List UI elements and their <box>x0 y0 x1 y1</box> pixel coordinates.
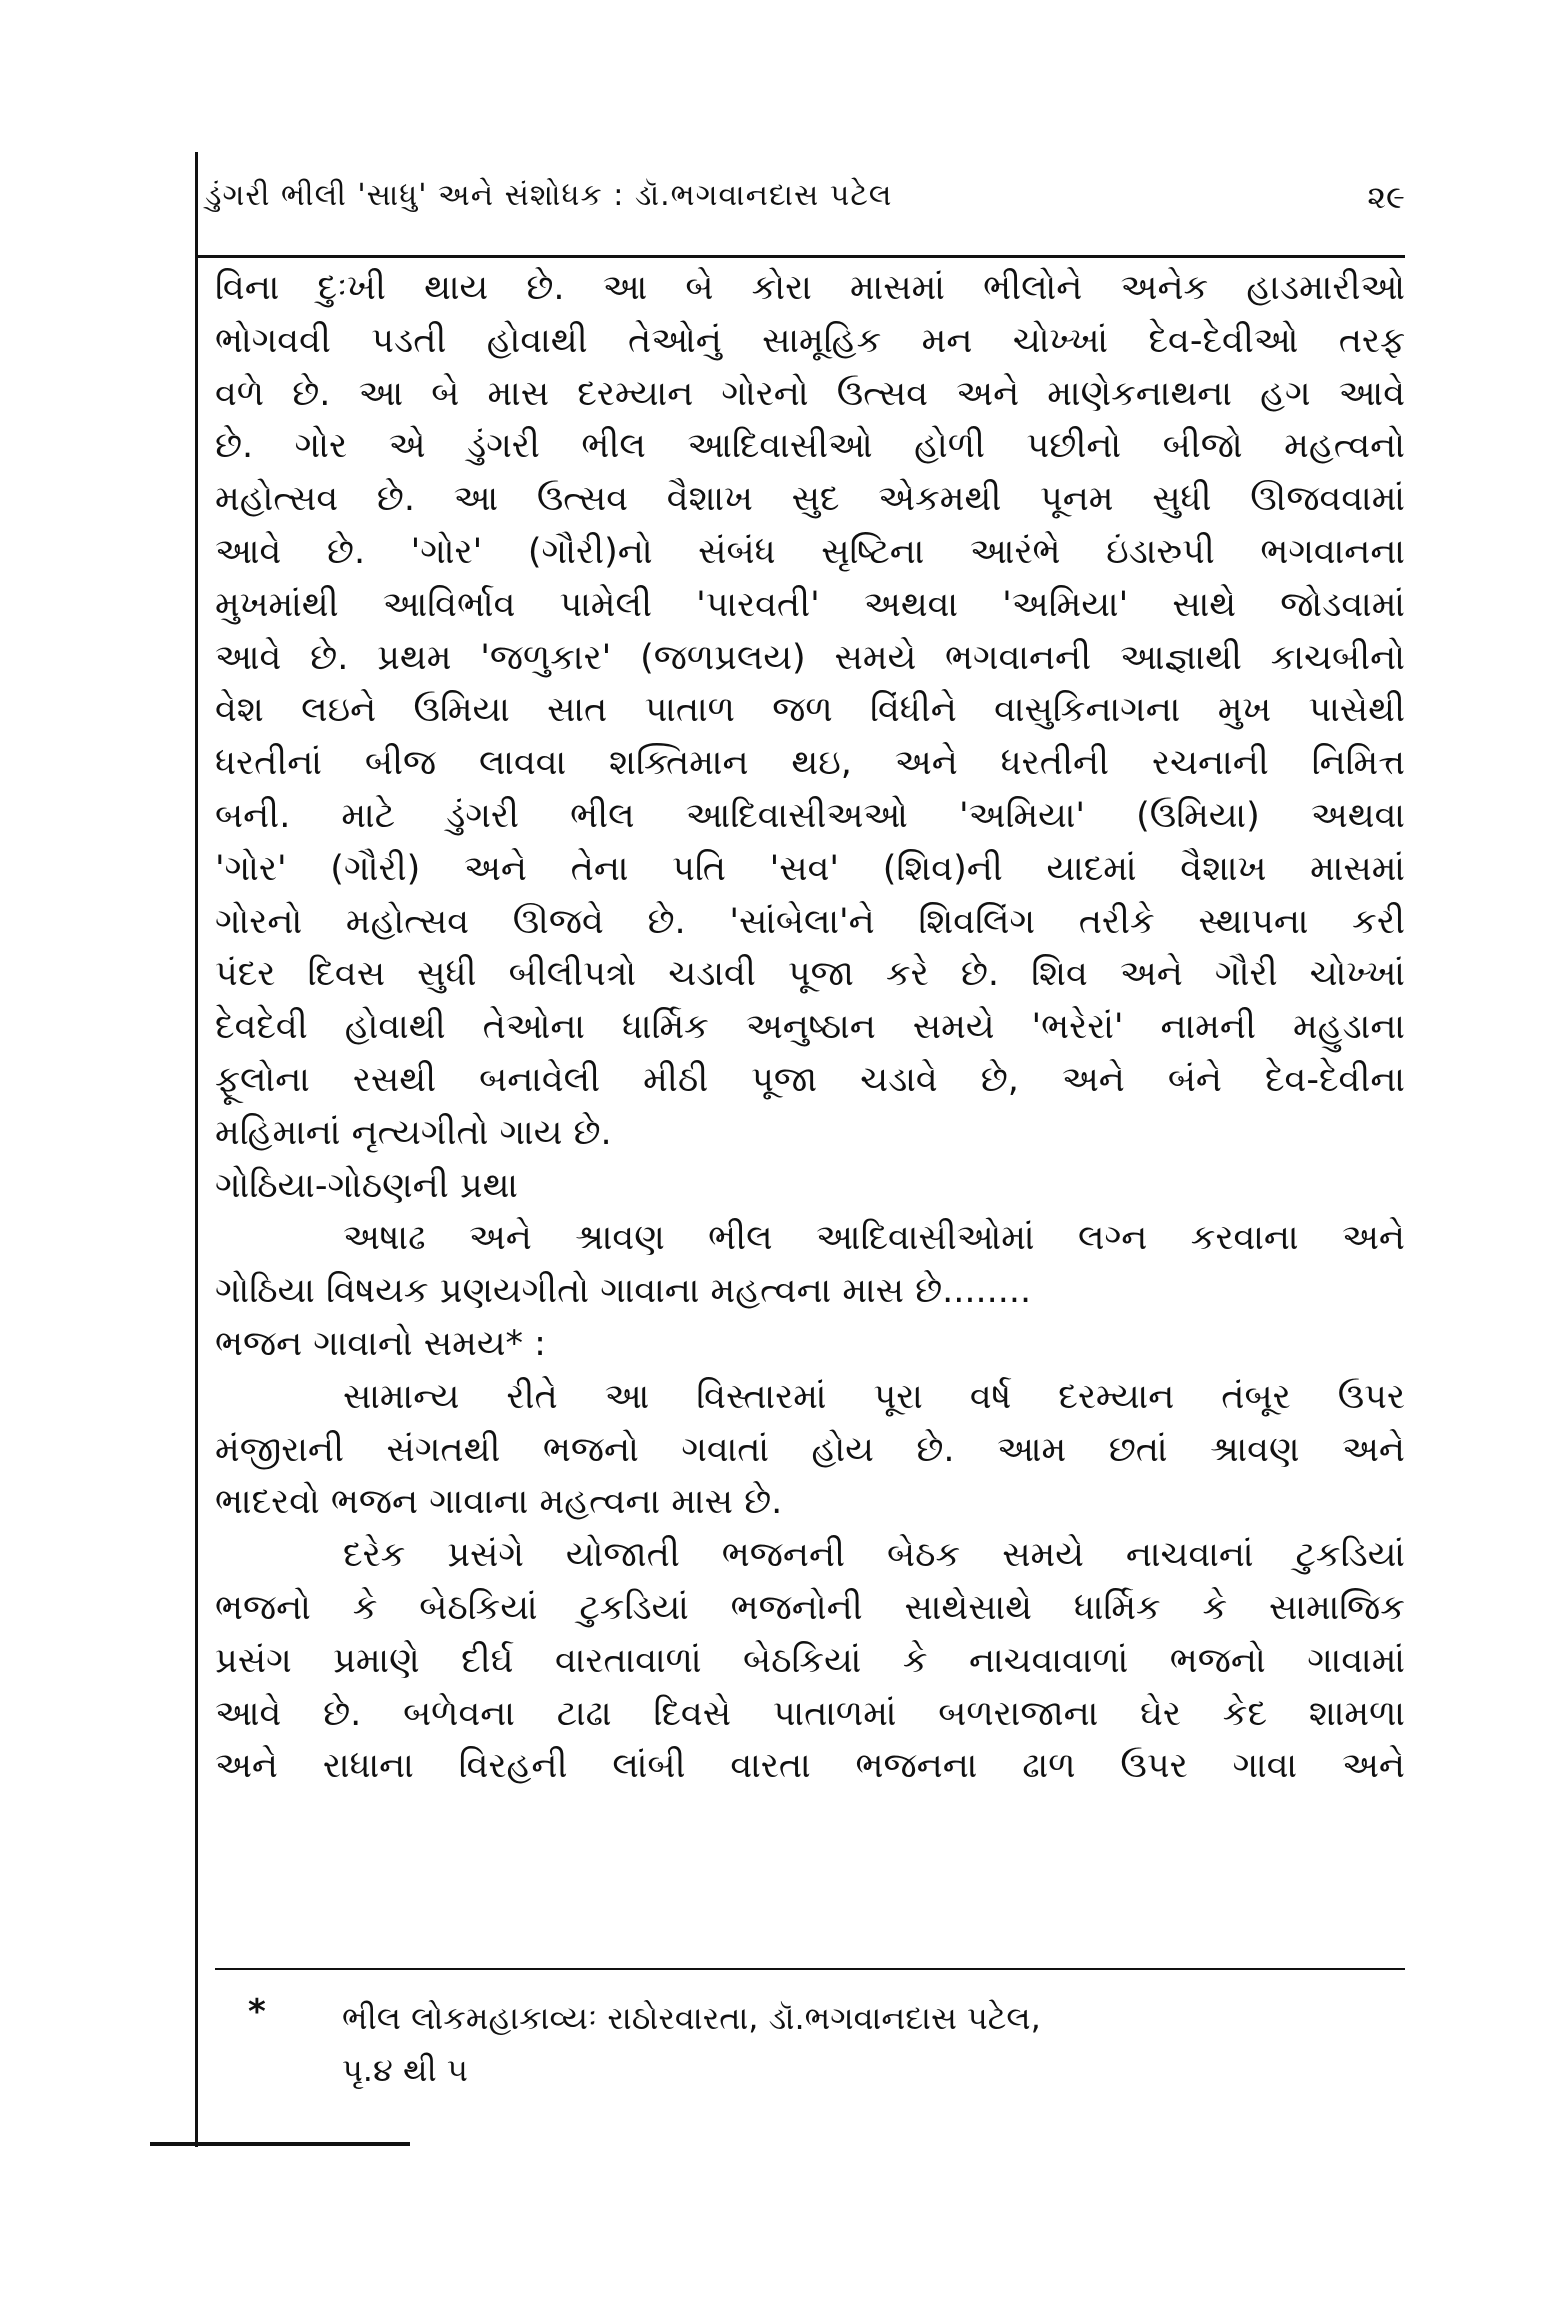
footnote <box>215 1992 1405 2096</box>
text-line: ભજનો કે બેઠકિયાં ટુકડિયાં ભજનોની સાથેસાથે ધાર્મિક કે સામાજિક <box>215 1587 1405 1628</box>
text-line: મંજીરાની સંગતથી ભજનો ગવાતાં હોય છે. આમ છતાં શ્રાવણ અને <box>215 1429 1405 1470</box>
text-line: ગોરનો મહોત્સવ ઊજવે છે. 'સાંબેલા'ને શિવલિંગ તરીકે સ્થાપના કરી <box>215 901 1405 942</box>
margin-vertical-rule <box>195 152 198 2147</box>
section-heading: ગોઠિયા-ગોઠણની પ્રથા <box>215 1165 518 1206</box>
text-line: છે. ગોર એ ડુંગરી ભીલ આદિવાસીઓ હોળી પછીનો બીજો મહત્વનો <box>215 426 1405 467</box>
footnote-rule <box>215 1968 1405 1970</box>
text-line: દેવદેવી હોવાથી તેઓના ધાર્મિક અનુષ્ઠાન સમયે 'ભરેરાં' નામની મહુડાના <box>215 1007 1405 1048</box>
text-line: આવે છે. 'ગોર' (ગૌરી)નો સંબંધ સૃષ્ટિના આરંભે ઇંડારુપી ભગવાનના <box>215 531 1405 572</box>
page-header <box>205 178 1405 238</box>
bottom-margin-rule <box>150 2142 410 2146</box>
text-line: મહોત્સવ છે. આ ઉત્સવ વૈશાખ સુદ એકમથી પૂનમ સુધી ઊજવવામાં <box>215 479 1405 520</box>
page-number: ૨૯ <box>1367 178 1405 216</box>
text-line: મુખમાંથી આવિર્ભાવ પામેલી 'પારવતી' અથવા 'અમિયા' સાથે જોડવામાં <box>215 584 1405 625</box>
footnote-text: પૃ.૪ થી ૫ <box>342 2051 468 2089</box>
header-rule <box>195 255 1405 258</box>
text-line: ભોગવવી પડતી હોવાથી તેઓનું સામૂહિક મન ચોખ્ખાં દેવ-દેવીઓ તરફ <box>215 320 1405 361</box>
text-line: વેશ લઇને ઉમિયા સાત પાતાળ જળ વિંધીને વાસુકિનાગના મુખ પાસેથી <box>215 690 1405 731</box>
text-line: બની. માટે ડુંગરી ભીલ આદિવાસીઅઓ 'અમિયા' (ઉમિયા) અથવા <box>215 795 1405 836</box>
text-line: ધરતીનાં બીજ લાવવા શક્તિમાન થઇ, અને ધરતીની રચનાની નિમિત્ત <box>215 743 1405 784</box>
text-line: મહિમાનાં નૃત્યગીતો ગાય છે. <box>215 1112 612 1153</box>
text-line: વળે છે. આ બે માસ દરમ્યાન ગોરનો ઉત્સવ અને માણેકનાથના હગ આવે <box>215 373 1405 414</box>
text-line: સામાન્ય રીતે આ વિસ્તારમાં પૂરા વર્ષ દરમ્યાન તંબૂર ઉપર <box>343 1376 1405 1417</box>
text-line: ફૂલોના રસથી બનાવેલી મીઠી પૂજા ચડાવે છે, અને બંને દેવ-દેવીના <box>215 1059 1405 1100</box>
text-line: પ્રસંગ પ્રમાણે દીર્ઘ વારતાવાળાં બેઠકિયાં કે નાચવાવાળાં ભજનો ગાવામાં <box>215 1640 1405 1681</box>
running-title: ડુંગરી ભીલી 'સાધુ' અને સંશોધક : ડૉ.ભગવાનદાસ પટેલ <box>205 178 893 213</box>
text-line: આવે છે. પ્રથમ 'જળુકાર' (જળપ્રલય) સમયે ભગવાનની આજ્ઞાથી કાચબીનો <box>215 637 1405 678</box>
text-line: ગોઠિયા વિષયક પ્રણયગીતો ગાવાના મહત્વના માસ છે........ <box>215 1271 1032 1312</box>
text-line: પંદર દિવસ સુધી બીલીપત્રો ચડાવી પૂજા કરે છે. શિવ અને ગૌરી ચોખ્ખાં <box>215 954 1405 995</box>
footnote-text: ભીલ લોકમહાકાવ્યઃ રાઠોરવારતા, ડૉ.ભગવાનદાસ પટેલ, <box>342 1999 1041 2037</box>
text-line: અને રાધાના વિરહની લાંબી વારતા ભજનના ઢાળ ઉપર ગાવા અને <box>215 1746 1405 1787</box>
text-line: દરેક પ્રસંગે યોજાતી ભજનની બેઠક સમયે નાચવાનાં ટુકડિયાં <box>343 1535 1405 1576</box>
text-line: 'ગોર' (ગૌરી) અને તેના પતિ 'સવ' (શિવ)ની યાદમાં વૈશાખ માસમાં <box>215 848 1405 889</box>
footnote-marker: * <box>248 1992 266 2032</box>
text-line: ભાદરવો ભજન ગાવાના મહત્વના માસ છે. <box>215 1482 783 1523</box>
text-line: અષાઢ અને શ્રાવણ ભીલ આદિવાસીઓમાં લગ્ન કરવાના અને <box>343 1218 1405 1259</box>
text-line: આવે છે. બળેવના ટાઢા દિવસે પાતાળમાં બળરાજાના ઘેર કેદ શામળા <box>215 1693 1405 1734</box>
footnote-line <box>215 2044 1405 2096</box>
body-text <box>215 262 1405 1793</box>
text-line: વિના દુઃખી થાય છે. આ બે કોરા માસમાં ભીલોને અનેક હાડમારીઓ <box>215 268 1405 308</box>
footnote-line <box>215 1992 1405 2044</box>
section-heading: ભજન ગાવાનો સમય* : <box>215 1323 546 1364</box>
